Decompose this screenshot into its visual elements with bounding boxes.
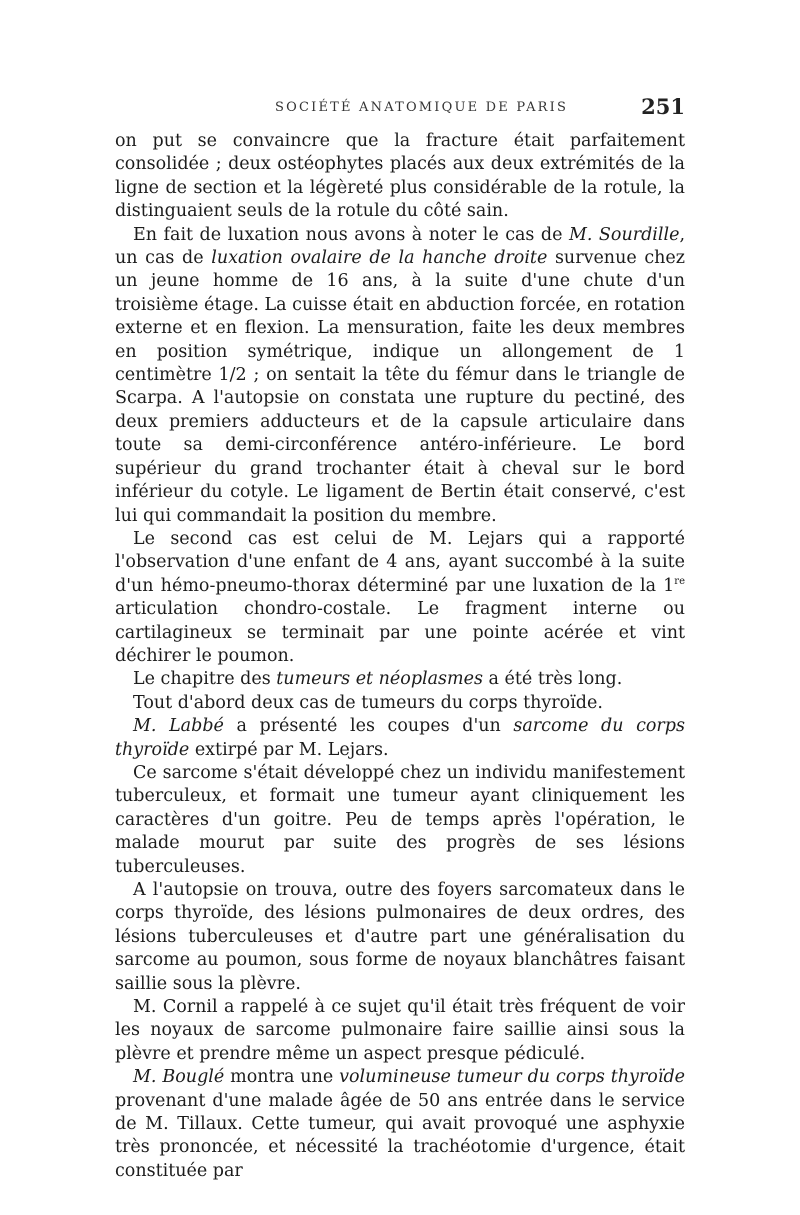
paragraph <box>115 879 685 996</box>
text-segment: on put se convaincre que la fracture était parfaitement consolidée ; deux ostéophytes placés aux deux extrémités de la ligne de section et la légèreté plus considérable de la rotule, la distinguaient seuls de la rotule du côté sain. <box>115 131 685 222</box>
page-number: 251 <box>641 94 685 119</box>
italic-text: tumeurs et néoplasmes <box>276 669 483 690</box>
text-segment: montra une <box>224 1067 340 1088</box>
text-segment: a présenté les coupes d'un <box>223 716 514 737</box>
text-segment: Tout d'abord deux cas de tumeurs du corps thyroïde. <box>133 692 603 713</box>
body-text <box>115 130 685 1183</box>
paragraph <box>115 762 685 879</box>
text-segment: Le second cas est celui de M. Lejars qui a rapporté l'observation d'une enfant de 4 ans, ayant succombé à la suite d'un hémo-pneumo-thorax déterminé par une luxation de la 1 <box>115 528 685 596</box>
text-segment: provenant d'une malade âgée de 50 ans entrée dans le service de M. Tillaux. Cette tumeur, qui avait provoqué une asphyxie très prononcée, et nécessité la trachéotomie d'urgence, était constituée par <box>115 1090 685 1181</box>
text-segment: extirpé par M. Lejars. <box>189 739 389 760</box>
paragraph <box>115 668 685 691</box>
text-segment: Le chapitre des <box>133 669 277 690</box>
text-segment: a été très long. <box>482 669 623 690</box>
page-header <box>115 94 685 130</box>
italic-text: M. Bouglé <box>133 1067 225 1088</box>
paragraph <box>115 692 685 715</box>
text-segment: survenue chez un jeune homme de 16 ans, à la suite d'une chute d'un troisième étage. La cuisse était en abduction forcée, en rotation externe et en flexion. La mensuration, faite les deux membres en position symétrique, indique un allongement de 1 centimètre 1/2 ; on sentait la tête du fémur dans le triangle de Scarpa. A l'autopsie on constata une rupture du pectiné, des deux premiers adducteurs et de la capsule articulaire dans toute sa demi-circonférence antéro-inférieure. Le bord supérieur du grand trochanter était à cheval sur le bord inférieur du cotyle. Le ligament de Bertin était conservé, c'est lui qui commandait la position du membre. <box>115 248 685 526</box>
superscript: re <box>674 575 685 587</box>
text-segment: M. Cornil a rappelé à ce sujet qu'il était très fréquent de voir les noyaux de sarcome pulmonaire faire saillie ainsi sous la plèvre et prendre même un aspect presque pédiculé. <box>115 997 685 1064</box>
page <box>115 94 685 1183</box>
paragraph <box>115 528 685 668</box>
paragraph <box>115 130 685 224</box>
text-segment: , un cas de <box>115 224 686 269</box>
italic-text: volumineuse tumeur du corps thyroïde <box>339 1067 686 1088</box>
running-head: SOCIÉTÉ ANATOMIQUE DE PARIS <box>275 100 569 115</box>
text-segment: articulation chondro-costale. Le fragment interne ou cartilagineux se terminait par une pointe acérée et vint déchirer le poumon. <box>115 599 685 666</box>
text-segment: Ce sarcome s'était développé chez un individu manifestement tuberculeux, et formait une tumeur ayant cliniquement les caractères d'un goitre. Peu de temps après l'opération, le malade mourut par suite des progrès de ses lésions tuberculeuses. <box>115 762 685 877</box>
text-segment: A l'autopsie on trouva, outre des foyers sarcomateux dans le corps thyroïde, des lésions pulmonaires de deux ordres, des lésions tuberculeuses et d'autre part une généralisation du sarcome au poumon, sous forme de noyaux blanchâtres faisant saillie sous la plèvre. <box>115 880 685 994</box>
paragraph <box>115 996 685 1066</box>
paragraph <box>115 1066 685 1183</box>
paragraph <box>115 715 685 762</box>
italic-text: M. Labbé <box>133 716 224 737</box>
italic-text: M. Sourdille <box>568 224 680 245</box>
text-segment: En fait de luxation nous avons à noter le cas de <box>133 224 569 245</box>
italic-text: sarcome du corps thyroïde <box>115 716 685 760</box>
italic-text: luxation ovalaire de la hanche droite <box>211 248 548 269</box>
paragraph <box>115 224 685 528</box>
